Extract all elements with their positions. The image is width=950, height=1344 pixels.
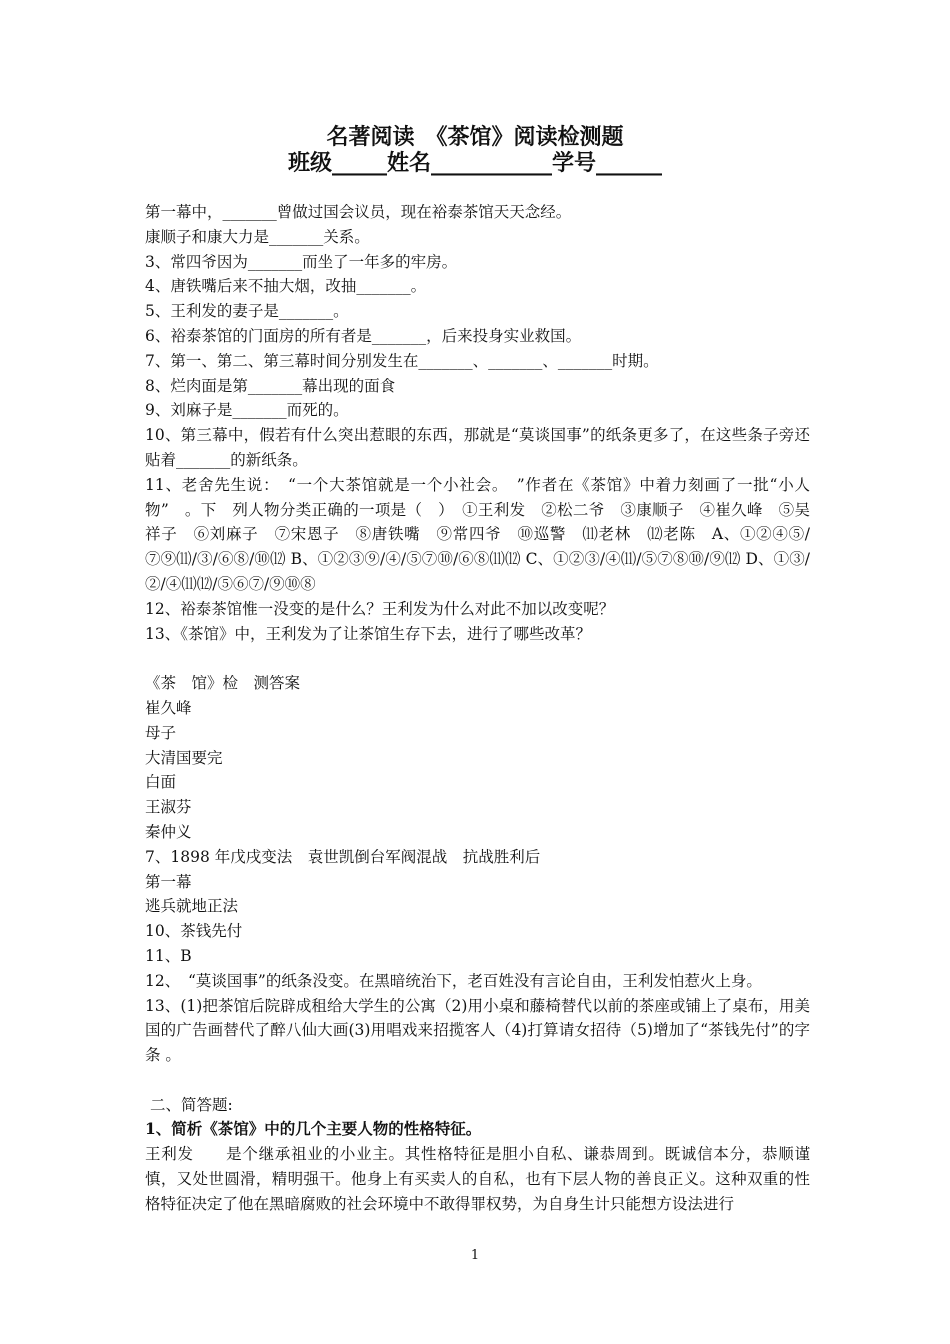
question-item: 12、裕泰茶馆惟一没变的是什么？王利发为什么对此不加以改变呢？ [145, 599, 615, 618]
question-item: 康顺子和康大力是_______关系。 [145, 227, 370, 246]
question-item: 13、《茶馆》中，王利发为了让茶馆生存下去，进行了哪些改革？ [145, 624, 591, 643]
section-question: 1、简析《茶馆》中的几个主要人物的性格特征。 [145, 1119, 482, 1139]
question-item: 5、王利发的妻子是_______。 [145, 302, 349, 321]
student-info-fields: 班级_____姓名___________学号______ [287, 150, 662, 176]
answers-heading: 《茶 馆》检 测答案 [145, 674, 301, 693]
question-item: 6、裕泰茶馆的门面房的所有者是_______，后来投身实业救国。 [145, 326, 582, 345]
spacer [145, 1068, 810, 1093]
answer-item: 10、茶钱先付 [145, 922, 243, 941]
answer-item: 逃兵就地正法 [145, 897, 239, 916]
spacer [145, 646, 810, 671]
question-item: 4、唐铁嘴后来不抽大烟，改抽_______。 [145, 277, 427, 296]
question-item: 11、老舍先生说： “一个大茶馆就是一个小社会。 ”作者在《茶馆》中着力刻画了一批“小人物” 。下 列人物分类正确的一项是（ ） ①王利发 ②松二爷 ③康顺子 ④崔久峰 ⑤吴祥子 ⑥刘麻子 ⑦宋恩子 ⑧唐铁嘴 ⑨常四爷 ⑩巡警 ⑾老林 ⑿老陈 A、①②④⑤/⑦⑨⑾/③/⑥⑧/⑩⑿ B、①②③⑨/④/⑤⑦⑩/⑥⑧⑾⑿ C、①②③/④⑾/⑤⑦⑧⑩/⑨⑿ D、①③/②/④⑾⑿/⑤⑥⑦/⑨⑩⑧ [145, 475, 810, 593]
answer-item: 7、1898 年戊戌变法 袁世凯倒台军阀混战 抗战胜利后 [145, 847, 541, 866]
answer-item: 13、(1)把茶馆后院辟成租给大学生的公寓（2)用小桌和藤椅替代以前的茶座或铺上了桌布，用美国的广告画替代了醉八仙大画(3)用唱戏来招揽客人（4)打算请女招待（5)增加了“茶钱先付”的字条 。 [145, 996, 810, 1065]
page-number: 1 [470, 1248, 480, 1263]
answer-item: 11、B [145, 946, 192, 965]
question-item: 3、常四爷因为_______而坐了一年多的牢房。 [145, 252, 458, 271]
question-item: 9、刘麻子是_______而死的。 [145, 401, 349, 420]
question-item: 7、第一、第二、第三幕时间分别发生在_______、_______、_______时期。 [145, 351, 659, 370]
page-title: 名著阅读 《茶馆》阅读检测题 [326, 124, 624, 150]
answer-item: 12、 “莫谈国事”的纸条没变。在黑暗统治下，老百姓没有言论自由，王利发怕惹火上身。 [145, 971, 762, 990]
document-body [145, 200, 826, 1217]
question-item: 第一幕中，_______曾做过国会议员，现在裕泰茶馆天天念经。 [145, 203, 572, 221]
section-heading: 二、简答题: [145, 1095, 233, 1114]
answer-item: 第一幕 [145, 872, 192, 891]
answer-item: 王淑芬 [145, 798, 192, 817]
question-item: 10、第三幕中，假若有什么突出惹眼的东西，那就是“莫谈国事”的纸条更多了，在这些条子旁还 贴着_______的新纸条。 [145, 426, 826, 469]
answer-item: 崔久峰 [145, 698, 192, 717]
answer-item: 大清国要完 [145, 748, 223, 767]
answer-item: 母子 [145, 723, 177, 742]
section-paragraph: 王利发 是个继承祖业的小业主。其性格特征是胆小自私、谦恭周到。既诚信本分，恭顺谨慎，又处世圆滑，精明强干。他身上有买卖人的自私，也有下层人物的善良正义。这种双重的性格特征决定了他在黑暗腐败的社会环境中不敢得罪权势，为自身生计只能想方设法进行 [145, 1145, 810, 1213]
question-item: 8、烂肉面是第_______幕出现的面食 [145, 376, 396, 395]
answer-item: 秦仲义 [145, 822, 192, 841]
answer-item: 白面 [145, 773, 177, 792]
